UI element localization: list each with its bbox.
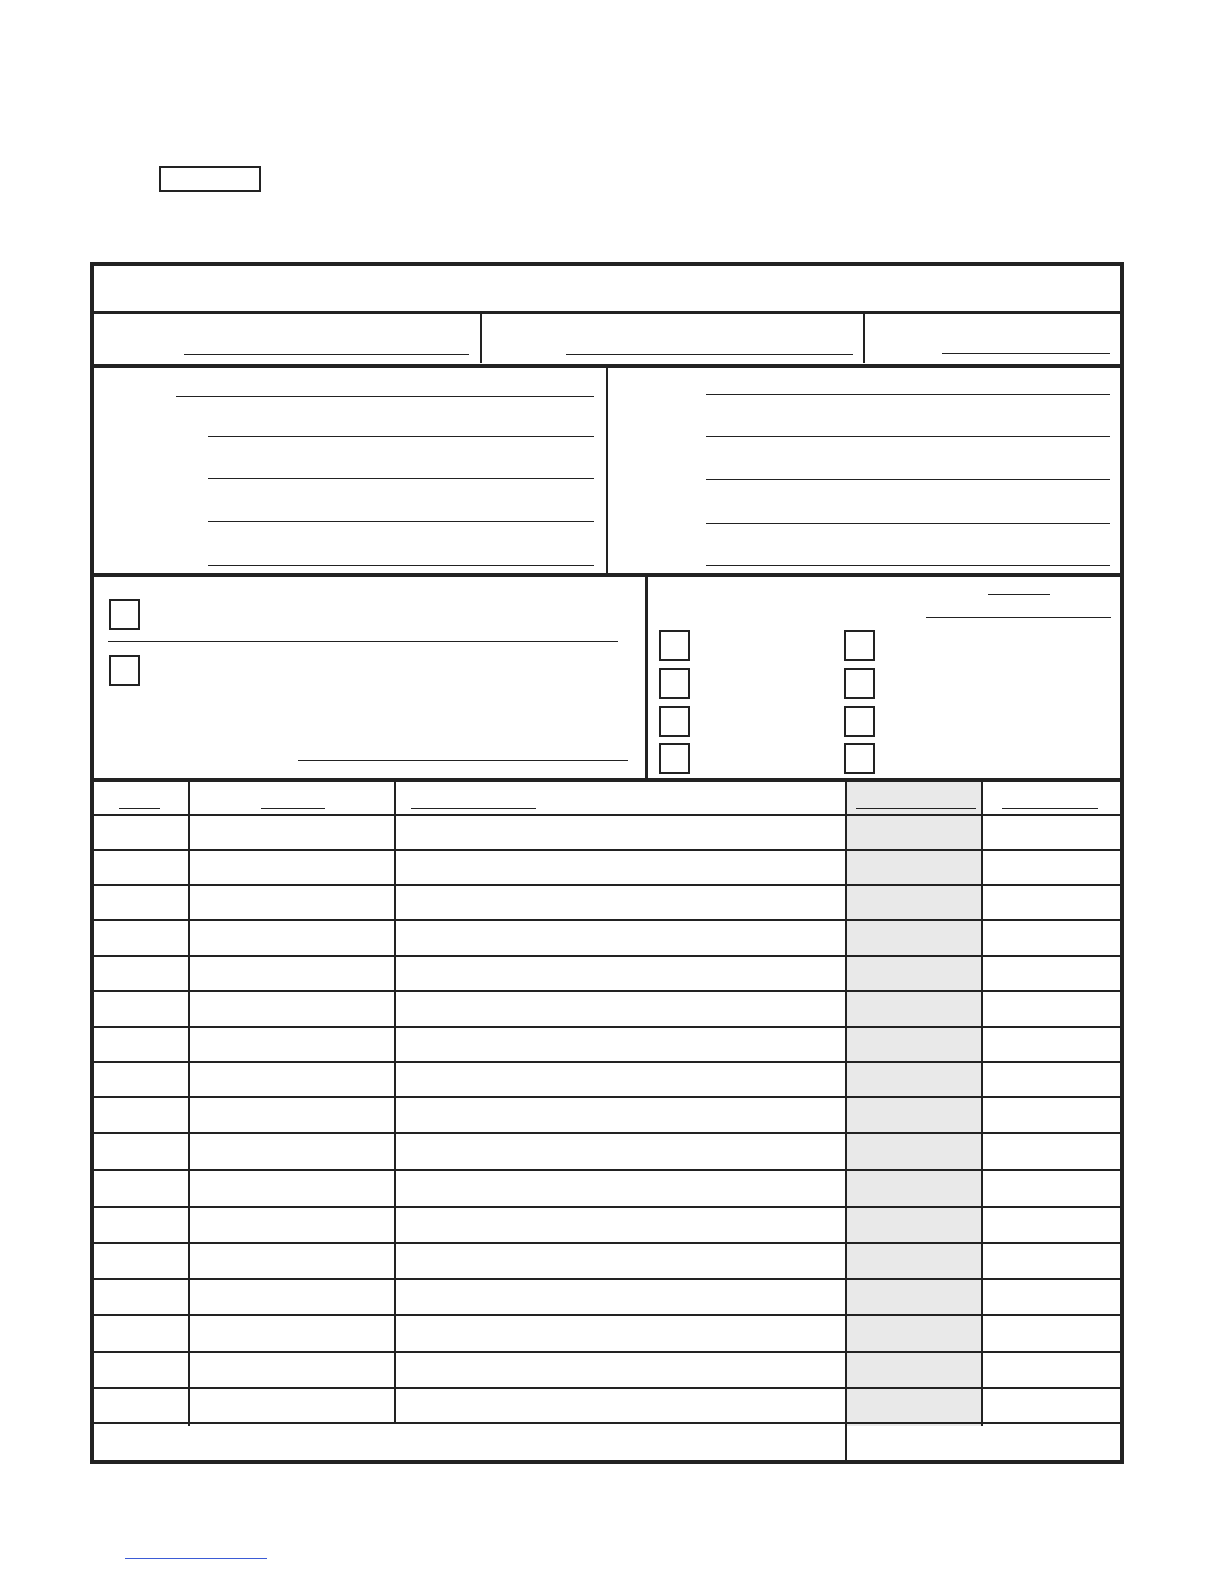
header-band-divider: [92, 311, 1122, 314]
info-row-divider-1: [480, 313, 482, 363]
table-row-line: [92, 1096, 1120, 1098]
col-header-2-underline: [261, 808, 325, 809]
table-row-line: [92, 1351, 1120, 1353]
info-row-divider-2: [863, 313, 865, 363]
table-row-line: [92, 1242, 1120, 1244]
table-row-line: [92, 1061, 1120, 1063]
right-address-line-2[interactable]: [706, 436, 1110, 437]
right-address-line-3[interactable]: [706, 479, 1110, 480]
grid-checkbox-a4[interactable]: [659, 743, 690, 774]
table-row-line: [92, 919, 1120, 921]
table-row-line: [92, 849, 1120, 851]
table-row-line: [92, 1387, 1120, 1389]
table-row-line: [92, 990, 1120, 992]
info-field-1-line[interactable]: [184, 354, 469, 355]
table-row-line: [92, 884, 1120, 886]
right-address-line-4[interactable]: [706, 523, 1110, 524]
table-col-divider-1: [188, 781, 190, 1426]
grid-checkbox-a1[interactable]: [659, 630, 690, 661]
info-field-3-line[interactable]: [942, 353, 1110, 354]
table-col-divider-4: [981, 781, 983, 1426]
table-row-line: [92, 1169, 1120, 1171]
table-col-divider-2: [394, 781, 396, 1424]
option-2-field-line[interactable]: [298, 760, 628, 761]
table-col-divider-3: [845, 781, 847, 1461]
col-header-5-underline: [1002, 808, 1098, 809]
right-address-line-5[interactable]: [706, 565, 1110, 566]
address-block-bottom: [92, 573, 1122, 577]
option-checkbox-2[interactable]: [109, 655, 140, 686]
options-header-line[interactable]: [926, 617, 1111, 618]
table-row-line: [92, 1132, 1120, 1134]
table-row-line: [92, 1206, 1120, 1208]
table-row-line: [92, 955, 1120, 957]
table-row-line: [92, 814, 1120, 816]
col-header-4-underline: [856, 808, 976, 809]
col-header-1-underline: [119, 808, 160, 809]
left-address-line-2[interactable]: [208, 436, 594, 437]
option-checkbox-1[interactable]: [109, 599, 140, 630]
left-address-line-5[interactable]: [208, 565, 594, 566]
left-address-line-4[interactable]: [208, 521, 594, 522]
address-block-divider: [606, 366, 608, 573]
grid-checkbox-b4[interactable]: [844, 743, 875, 774]
left-address-line-1[interactable]: [176, 396, 594, 397]
grid-checkbox-b2[interactable]: [844, 668, 875, 699]
grid-checkbox-a2[interactable]: [659, 668, 690, 699]
option-1-separator: [108, 641, 618, 642]
amount-column-shading: [847, 782, 981, 1426]
table-row-line: [92, 1278, 1120, 1280]
right-address-line-1[interactable]: [706, 394, 1110, 395]
form-id-box: [159, 166, 261, 192]
options-header-short-line: [988, 594, 1050, 595]
grid-checkbox-b3[interactable]: [844, 706, 875, 737]
table-row-line: [92, 1026, 1120, 1028]
footer-link-underline[interactable]: [125, 1558, 267, 1559]
table-row-line: [92, 1314, 1120, 1316]
table-total-line: [92, 1422, 1120, 1424]
grid-checkbox-a3[interactable]: [659, 706, 690, 737]
options-block-divider: [645, 576, 648, 779]
info-field-2-line[interactable]: [566, 354, 853, 355]
col-header-3-underline: [411, 808, 536, 809]
left-address-line-3[interactable]: [208, 478, 594, 479]
grid-checkbox-b1[interactable]: [844, 630, 875, 661]
